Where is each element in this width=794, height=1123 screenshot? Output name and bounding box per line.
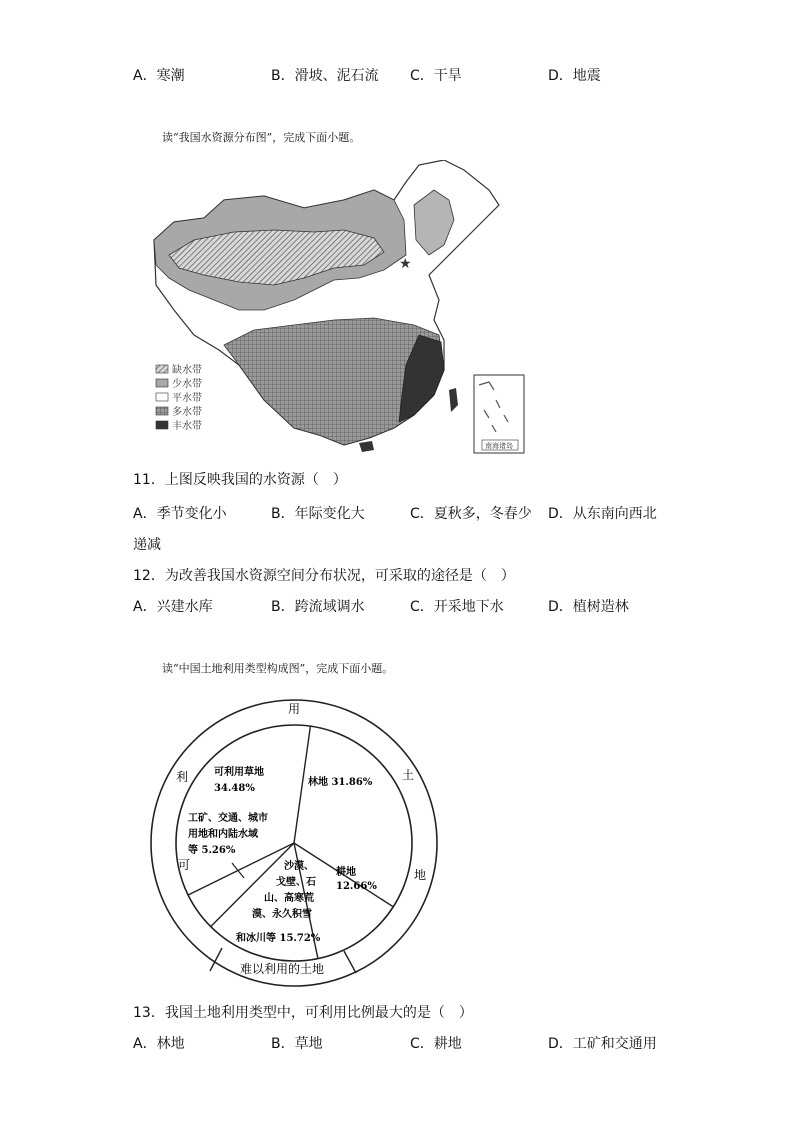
slice-label-industrial-1: 工矿、交通、城市 (188, 813, 268, 824)
legend-label-low: 少水带 (172, 379, 202, 390)
map-legend (156, 363, 202, 432)
slice-label-grassland-1: 可利用草地 (214, 767, 264, 778)
q12-stem: 12．为改善我国水资源空间分布状况，可采取的途径是（ ） (133, 568, 515, 584)
section2-intro: 读“中国土地利用类型构成图”，完成下面小题。 (162, 662, 394, 675)
ring-label-li: 利 (176, 770, 189, 784)
slice-label-grassland-2: 34.48% (214, 783, 255, 794)
q12-option-c[interactable]: C．开采地下水 (410, 599, 504, 615)
q10-option-a[interactable]: A．寒潮 (133, 68, 185, 84)
slice-label-farmland-2: 12.66% (336, 881, 377, 892)
legend-label-scarce: 缺水带 (172, 365, 202, 376)
q11-option-d[interactable]: D．从东南向西北 (548, 506, 657, 522)
inset-label: 南海诸岛 (485, 442, 513, 450)
q10-option-c[interactable]: C．干旱 (410, 68, 462, 84)
q10-option-b[interactable]: B．滑坡、泥石流 (271, 68, 379, 84)
slice-label-industrial-2: 用地和内陆水域 (188, 829, 258, 840)
legend-label-more: 多水带 (172, 407, 202, 418)
q13-option-c[interactable]: C．耕地 (410, 1036, 462, 1052)
slice-label-forest: 林地 31.86% (308, 777, 373, 788)
ring-label-yong: 用 (288, 702, 301, 716)
south-china-sea-inset (474, 375, 524, 453)
q11-option-c[interactable]: C．夏秋多，冬春少 (410, 506, 532, 522)
slice-label-desert-5: 和冰川等 15.72% (236, 933, 321, 944)
q12-option-a[interactable]: A．兴建水库 (133, 599, 213, 615)
q11-option-a[interactable]: A．季节变化小 (133, 506, 227, 522)
q11-option-d-wrap: 递减 (133, 537, 161, 553)
slice-label-desert-3: 山、高寒荒 (264, 893, 314, 904)
abundant-water-hainan (359, 441, 374, 452)
q12-option-b[interactable]: B．跨流域调水 (271, 599, 365, 615)
q13-option-d[interactable]: D．工矿和交通用 (548, 1036, 657, 1052)
ring-label-tu: 土 (402, 768, 415, 782)
slice-label-desert-1: 沙漠、 (284, 861, 314, 872)
water-resources-map (144, 160, 529, 455)
ring-label-di: 地 (414, 868, 427, 882)
q13-option-b[interactable]: B．草地 (271, 1036, 323, 1052)
legend-label-normal: 平水带 (172, 393, 202, 404)
land-use-pie-chart (144, 693, 444, 993)
ring-separator-right (344, 951, 356, 973)
q13-option-a[interactable]: A．林地 (133, 1036, 185, 1052)
q11-option-b[interactable]: B．年际变化大 (271, 506, 365, 522)
section1-intro: 读“我国水资源分布图”，完成下面小题。 (162, 131, 361, 144)
slice-label-desert-2: 戈壁、石 (276, 877, 316, 888)
slice-label-farmland-1: 耕地 (336, 867, 356, 878)
q11-stem: 11．上图反映我国的水资源（ ） (133, 472, 347, 488)
legend-label-abundant: 丰水带 (172, 421, 202, 432)
q12-option-d[interactable]: D．植树造林 (548, 599, 629, 615)
capital-star-icon: ★ (399, 256, 412, 272)
q10-option-d[interactable]: D．地震 (548, 68, 601, 84)
slice-label-desert-4: 漠、永久积雪 (252, 909, 312, 920)
q13-stem: 13．我国土地利用类型中，可利用比例最大的是（ ） (133, 1005, 473, 1021)
abundant-water-taiwan (449, 388, 458, 412)
ring-label-ke: 可 (178, 858, 191, 872)
pie-tick-mark (232, 863, 244, 878)
ring-label-unusable: 难以利用的土地 (240, 962, 325, 976)
slice-label-industrial-3: 等 5.26% (188, 845, 236, 856)
